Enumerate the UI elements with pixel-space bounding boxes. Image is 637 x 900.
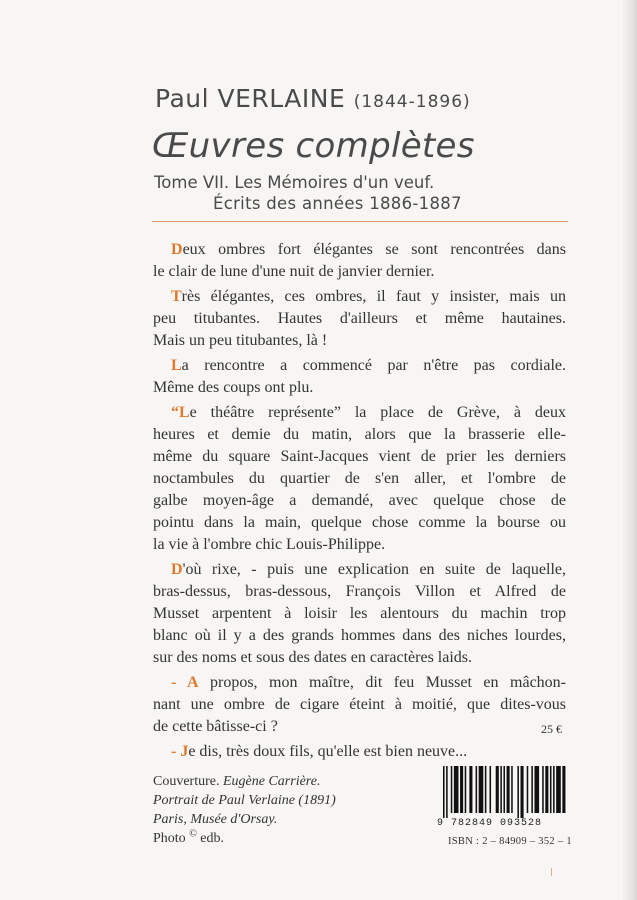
excerpt-line-text: même du square Saint-Jacques vient de prier les derniers	[153, 448, 566, 465]
excerpt-line-text: pointu dans la main, quelque chose comme la bourse ou	[153, 514, 566, 531]
barcode-bar	[527, 766, 529, 813]
excerpt-paragraph	[153, 741, 566, 763]
excerpt-line-text: le clair de lune d'une nuit de janvier dernier.	[153, 263, 435, 280]
excerpt-line-text: a rencontre a commencé par n'être pas cordiale.	[181, 357, 566, 374]
barcode-bar	[550, 766, 552, 813]
excerpt-line-text: la vie à l'ombre chic Louis-Philippe.	[153, 536, 386, 553]
excerpt-line	[153, 424, 566, 446]
copyright-symbol: ©	[189, 828, 197, 840]
excerpt-line-text: peu titubantes. Hautes d'ailleurs et même hautaines.	[153, 310, 566, 327]
corner-mark	[551, 868, 552, 876]
excerpt-line	[153, 603, 566, 625]
excerpt-line-text: Même des coups ont plu.	[153, 379, 314, 396]
credit-photo-prefix: Photo	[153, 831, 190, 846]
barcode-bar	[511, 766, 513, 813]
excerpt-line	[153, 716, 566, 738]
excerpt-line-text: eux ombres fort élégantes se sont rencontrées dans	[182, 241, 566, 258]
excerpt-paragraph	[153, 355, 566, 399]
excerpt-line	[153, 446, 566, 468]
excerpt-line	[153, 490, 566, 512]
book-title: Œuvres complètes	[152, 126, 475, 166]
excerpt-line	[153, 625, 566, 647]
excerpt-line	[153, 534, 566, 556]
excerpt-line	[153, 377, 566, 399]
barcode-bar	[451, 766, 453, 813]
excerpt-paragraph	[153, 239, 566, 283]
excerpt-line	[153, 741, 566, 763]
excerpt-line-text: galbe moyen-âge a demandé, avec quelque chose de	[153, 492, 566, 509]
barcode-bar	[490, 766, 492, 813]
barcode-bar	[476, 766, 478, 813]
volume-subtitle: Tome VII. Les Mémoires d'un veuf.	[154, 173, 435, 192]
paragraph-initial: - J	[171, 743, 189, 760]
paragraph-initial: - A	[171, 674, 199, 691]
credit-photo-suffix: edb.	[196, 831, 225, 846]
excerpt-line	[153, 402, 566, 424]
excerpt-line	[153, 239, 566, 261]
excerpt-paragraph	[153, 402, 566, 556]
excerpt-line-text: nant une ombre de cigare éteint à moitié, que dites-vous	[153, 696, 566, 713]
barcode-bar	[503, 766, 505, 813]
barcode-digits: 9 782849 093528	[437, 818, 543, 829]
excerpt-line-text: 'où rixe, - puis une explication en suite de laquelle,	[182, 561, 566, 578]
credit-museum: Paris, Musée d'Orsay.	[153, 812, 278, 827]
credit-painter: Eugène Carrière.	[222, 774, 321, 789]
excerpt-line	[153, 308, 566, 330]
volume-years: Écrits des années 1886-1887	[213, 194, 462, 213]
barcode-bar	[531, 766, 533, 813]
barcode-bar	[469, 766, 472, 813]
author-dates: (1844-1896)	[353, 92, 471, 112]
barcode-bar	[562, 766, 565, 813]
barcode-bar	[496, 766, 499, 813]
excerpt-text	[153, 239, 566, 766]
barcode-bar	[485, 766, 487, 813]
barcode-bar	[507, 766, 510, 813]
barcode-bar	[553, 766, 555, 813]
excerpt-line-text: noctambules du quartier de s'en aller, et l'ombre de	[153, 470, 566, 487]
barcode-bar	[517, 766, 519, 818]
excerpt-line-text: rès élégantes, ces ombres, il faut y insister, mais un	[181, 288, 566, 305]
excerpt-line	[153, 330, 566, 352]
barcode-bar	[500, 766, 502, 813]
barcode-bar	[465, 766, 467, 813]
excerpt-paragraph	[153, 286, 566, 352]
paragraph-initial: “L	[171, 404, 190, 421]
excerpt-line	[153, 694, 566, 716]
excerpt-line-text: bras-dessus, bras-dessous, François Villon et Alfred de	[153, 583, 566, 600]
paragraph-initial: D	[171, 561, 183, 578]
author-heading	[155, 84, 471, 113]
barcode-bar	[534, 766, 539, 813]
excerpt-line-text: e dis, très doux fils, qu'elle est bien neuve...	[188, 743, 468, 760]
credit-photo	[153, 829, 336, 848]
excerpt-line	[153, 559, 566, 581]
excerpt-line	[153, 468, 566, 490]
barcode-bar	[521, 766, 524, 818]
cover-credits	[153, 772, 336, 848]
credit-cover-label: Couverture.	[153, 774, 223, 789]
excerpt-paragraph	[153, 672, 566, 738]
paragraph-initial: L	[171, 357, 182, 374]
barcode-bar	[443, 766, 445, 818]
excerpt-line	[153, 355, 566, 377]
isbn-number: ISBN : 2 – 84909 – 352 – 1	[448, 836, 572, 847]
barcode-bar	[479, 766, 484, 813]
excerpt-line	[153, 512, 566, 534]
excerpt-line	[153, 286, 566, 308]
excerpt-line-text: heures et demie du matin, alors que la brasserie elle-	[153, 426, 566, 443]
page-edge-shadow	[623, 0, 637, 900]
paragraph-initial: T	[171, 288, 182, 305]
excerpt-line	[153, 581, 566, 603]
excerpt-line-text: blanc où il y a des grands hommes dans des niches lourdes,	[153, 627, 566, 644]
barcode-bars	[437, 766, 567, 818]
barcode-bar	[545, 766, 548, 813]
barcode-bar	[556, 766, 561, 813]
paragraph-initial: D	[171, 241, 183, 258]
excerpt-line-text: propos, mon maître, dit feu Musset en mâchon-	[198, 674, 566, 691]
excerpt-line-text: Musset arpentent à loisir les alentours du machin trop	[153, 605, 566, 622]
barcode-bar	[460, 766, 463, 813]
price-label: 25 €	[541, 722, 562, 736]
barcode-bar	[542, 766, 544, 813]
excerpt-line	[153, 672, 566, 694]
excerpt-line	[153, 261, 566, 283]
barcode-bar	[446, 766, 448, 818]
excerpt-line-text: de cette bâtisse-ci ?	[153, 718, 278, 735]
excerpt-line-text: e théâtre représente” la place de Grève, à deux	[189, 404, 566, 421]
barcode-bar	[454, 766, 459, 813]
excerpt-paragraph	[153, 559, 566, 669]
excerpt-line-text: Mais un peu titubantes, là !	[153, 332, 328, 349]
divider-rule	[152, 221, 568, 222]
credit-line-cover	[153, 772, 336, 791]
author-name: Paul VERLAINE	[155, 84, 346, 113]
excerpt-line	[153, 647, 566, 669]
excerpt-line-text: sur des noms et sous des dates en caractères laids.	[153, 649, 473, 666]
credit-portrait: Portrait de Paul Verlaine (1891)	[153, 793, 336, 808]
